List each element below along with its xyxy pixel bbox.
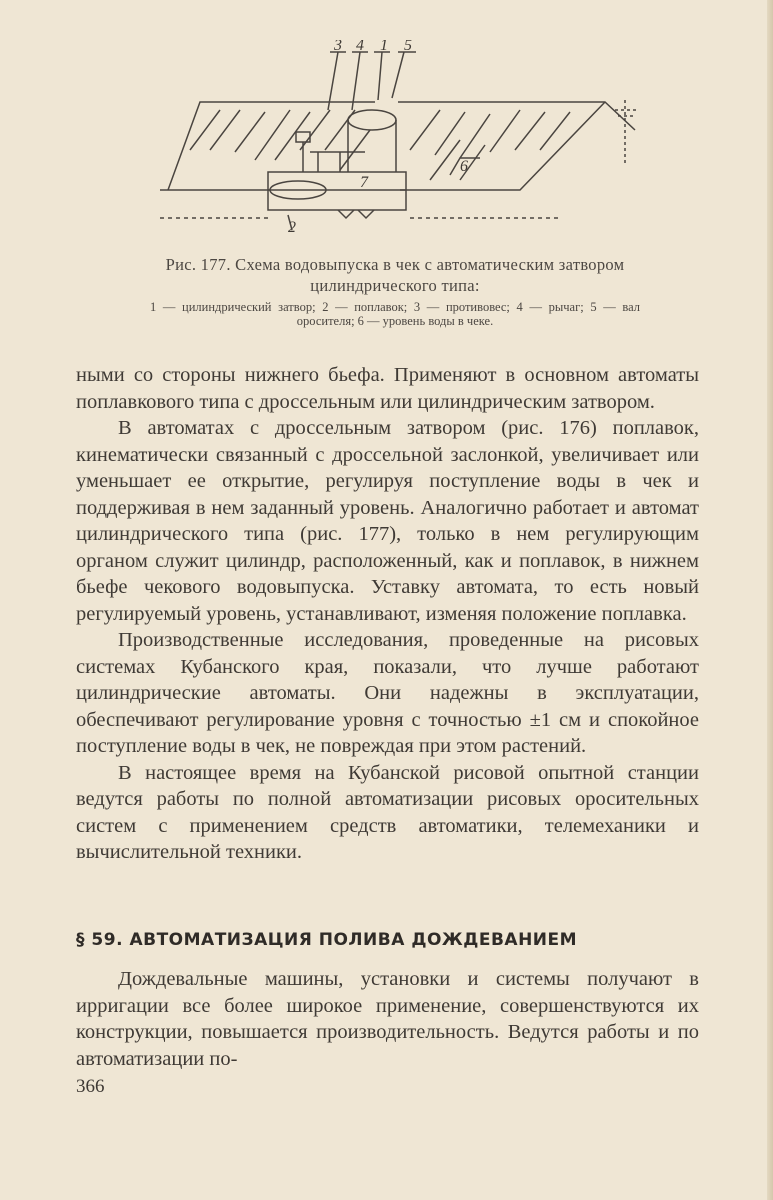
figure-label-5: 5: [404, 40, 412, 54]
page-number: 366: [76, 1076, 105, 1097]
paragraph: В настоящее время на Кубанской рисовой опытной станции ведутся работы по полной автоматизации рисовых оросительных систем с применением средств автоматики, телемеханики и вычислительной техники.: [76, 761, 699, 863]
paragraph: Производственные исследования, проведенные на рисовых системах Кубанского края, показали, что лучше работают цилиндрические автоматы. Они надежны в эксплуатации, обеспечивают регулирование уровня с точностью ±1 см и спокойное поступление воды в чек, не повреждая при этом растений.: [76, 629, 699, 757]
section-heading: § 59. АВТОМАТИЗАЦИЯ ПОЛИВА ДОЖДЕВАНИЕМ: [76, 930, 578, 950]
figure-label-3: 3: [334, 40, 342, 54]
figure-caption-legend: 1 — цилиндрический затвор; 2 — поплавок; 3 — противовес; 4 — рычаг; 5 — вал оросителя; 6 — уровень воды в чеке.: [150, 300, 640, 328]
section-body: [76, 966, 699, 1072]
page-edge: [767, 0, 773, 1200]
paragraph: Дождевальные машины, установки и системы получают в ирригации все более широкое применение, совершенствуются их конструкции, повышается производительность. Ведутся работы и по автоматизации по-: [76, 968, 699, 1070]
figure-177-diagram: [160, 40, 640, 240]
figure-caption-title: Рис. 177. Схема водовыпуска в чек с автоматическим затвором цилиндрического типа:: [165, 255, 625, 295]
paragraph: ными со стороны нижнего бьефа. Применяют в основном автоматы поплавкового типа с дроссельным или цилиндрическим затвором.: [76, 364, 699, 413]
figure-label-7: 7: [360, 174, 368, 191]
figure-label-1: 1: [380, 40, 388, 54]
body-text: [76, 362, 699, 866]
figure-label-2: 2: [288, 219, 296, 236]
figure-label-4: 4: [356, 40, 364, 54]
figure-label-6: 6: [460, 158, 468, 175]
paragraph: В автоматах с дроссельным затвором (рис. 176) поплавок, кинематически связанный с дроссельной заслонкой, увеличивает или уменьшает ее открытие, регулируя поступление воды в чек и поддерживая в нем заданный уровень. Аналогично работает и автомат цилиндрического типа (рис. 177), только в нем регулирующим органом служит цилиндр, расположенный, как и поплавок, в нижнем бьефе чекового водовыпуска. Уставку автомата, то есть новый регулируемый уровень, устанавливают, изменяя положение поплавка.: [76, 417, 699, 625]
